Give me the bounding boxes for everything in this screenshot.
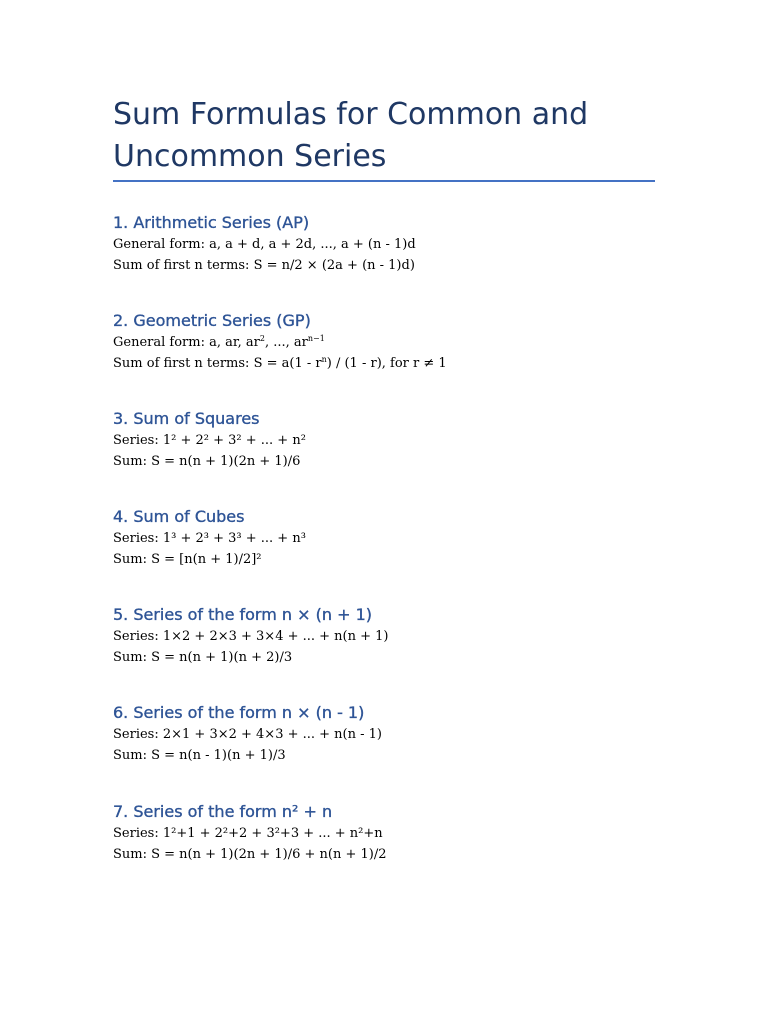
exponent: 2 — [259, 334, 265, 343]
section-n-squared-plus-n — [113, 801, 673, 865]
sum-formula-text: Sum of first n terms: S = a(1 - r — [113, 356, 322, 371]
sum-formula-line: Sum of first n terms: S = n/2 × (2a + (n - 1)d) — [113, 258, 415, 273]
section-heading: 3. Sum of Squares — [113, 409, 260, 428]
section-heading: 4. Sum of Cubes — [113, 507, 245, 526]
general-form-line — [113, 332, 673, 353]
sum-formula-text: ) / (1 - r), for r ≠ 1 — [326, 356, 447, 371]
series-line: Series: 1²+1 + 2²+2 + 3²+3 + ... + n²+n — [113, 826, 383, 841]
series-line: Series: 1×2 + 2×3 + 3×4 + ... + n(n + 1) — [113, 629, 389, 644]
sum-formula-line: Sum: S = n(n + 1)(2n + 1)/6 — [113, 454, 301, 469]
sum-formula-line: Sum: S = [n(n + 1)/2]² — [113, 552, 262, 567]
section-heading: 5. Series of the form n × (n + 1) — [113, 605, 372, 624]
series-line: Series: 1³ + 2³ + 3³ + ... + n³ — [113, 531, 306, 546]
section-heading: 1. Arithmetic Series (AP) — [113, 213, 310, 232]
section-heading: 6. Series of the form n × (n - 1) — [113, 703, 365, 722]
section-n-times-n-plus-1 — [113, 604, 673, 668]
sum-formula-line: Sum: S = n(n - 1)(n + 1)/3 — [113, 748, 286, 763]
general-form-text: General form: a, ar, ar — [113, 335, 260, 350]
exponent: n−1 — [307, 334, 325, 343]
section-arithmetic-series — [113, 212, 673, 276]
sum-formula-line — [113, 353, 673, 374]
exponent: n — [321, 355, 327, 364]
series-line: Series: 1² + 2² + 3² + ... + n² — [113, 433, 306, 448]
section-heading: 2. Geometric Series (GP) — [113, 311, 311, 330]
general-form-text: , ..., ar — [264, 335, 308, 350]
sum-formula-line: Sum: S = n(n + 1)(n + 2)/3 — [113, 650, 293, 665]
general-form-line: General form: a, a + d, a + 2d, ..., a + (n - 1)d — [113, 237, 416, 252]
section-heading: 7. Series of the form n² + n — [113, 802, 333, 821]
title-underline — [113, 180, 655, 182]
series-line: Series: 2×1 + 3×2 + 4×3 + ... + n(n - 1) — [113, 727, 382, 742]
section-n-times-n-minus-1 — [113, 702, 673, 766]
sum-formula-line: Sum: S = n(n + 1)(2n + 1)/6 + n(n + 1)/2 — [113, 847, 387, 862]
document-title: Sum Formulas for Common and Uncommon Series — [113, 97, 589, 174]
section-sum-of-cubes — [113, 506, 673, 570]
section-sum-of-squares — [113, 408, 673, 472]
section-geometric-series — [113, 310, 673, 374]
